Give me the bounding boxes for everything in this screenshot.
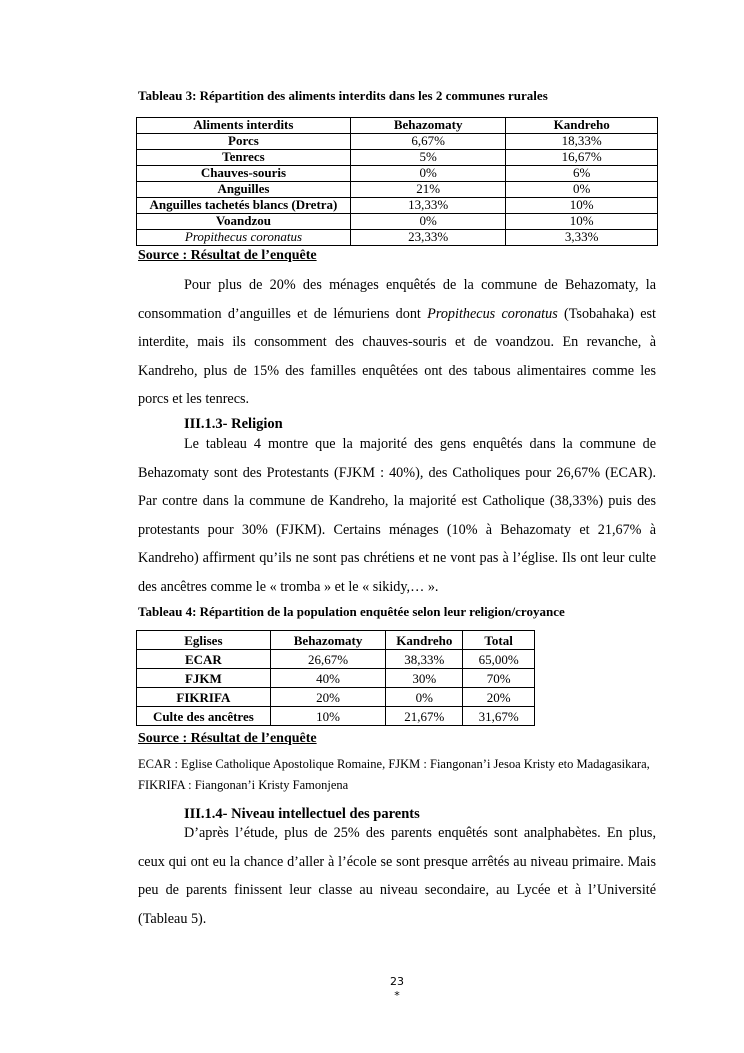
table3-source: Source : Résultat de l’enquête	[138, 248, 317, 263]
table-row	[137, 182, 658, 198]
section-heading-religion: III.1.3- Religion	[184, 416, 283, 432]
table-header-row	[137, 118, 658, 134]
page-number: 23	[390, 975, 404, 988]
table-cell: 70%	[463, 669, 535, 688]
table4	[136, 630, 535, 726]
table-row	[137, 198, 658, 214]
table-header-cell: Behazomaty	[270, 631, 386, 650]
table-header-cell: Total	[463, 631, 535, 650]
table-row	[137, 150, 658, 166]
table-header-cell: Kandreho	[386, 631, 463, 650]
table-cell: 21%	[350, 182, 506, 198]
row-label: FJKM	[137, 669, 271, 688]
table-row	[137, 214, 658, 230]
table-cell: 10%	[506, 198, 658, 214]
table4-source: Source : Résultat de l’enquête	[138, 731, 317, 746]
paragraph-religion: Le tableau 4 montre que la majorité des gens enquêtés dans la commune de Behazomaty sont des Protestants (FJKM : 40%), des Catholiques pour 26,67% (ECAR). Par contre dans la commune de Kandreho, la majorité est Catholique (38,33%) puis des protestants pour 30% (FJKM). Certains ménages (10% à Behazomaty et 21,67% à Kandreho) affirment qu’ils ne sont pas chrétiens et ne vont pas à l’église. Ils ont leur culte des ancêtres comme le « tromba » et le « sikidy,… ».	[138, 436, 656, 595]
row-label: Tenrecs	[137, 150, 351, 166]
table-cell: 18,33%	[506, 134, 658, 150]
paragraph-text: Pour plus de 20% des ménages enquêtés de la commune de Behazomaty, la consommation d’anguilles et de lémuriens dont	[138, 277, 656, 322]
row-label: FIKRIFA	[137, 688, 271, 707]
table-cell: 20%	[463, 688, 535, 707]
table-cell: 21,67%	[386, 707, 463, 726]
table-row	[137, 230, 658, 246]
table-cell: 0%	[350, 166, 506, 182]
table3	[136, 117, 658, 246]
table-cell: 13,33%	[350, 198, 506, 214]
table4-caption: Tableau 4: Répartition de la population enquêtée selon leur religion/croyance	[138, 604, 565, 619]
row-label: Porcs	[137, 134, 351, 150]
row-label: Voandzou	[137, 214, 351, 230]
table-header-row	[137, 631, 535, 650]
table-cell: 23,33%	[350, 230, 506, 246]
table-row	[137, 669, 535, 688]
row-label: Propithecus coronatus	[137, 230, 351, 246]
table-row	[137, 650, 535, 669]
table-header-cell: Behazomaty	[350, 118, 506, 134]
table-cell: 0%	[350, 214, 506, 230]
table-row	[137, 134, 658, 150]
table-cell: 10%	[270, 707, 386, 726]
table-cell: 31,67%	[463, 707, 535, 726]
abbreviations-note: ECAR : Eglise Catholique Apostolique Romaine, FJKM : Fiangonan’i Jesoa Kristy eto Madagasikara, FIKRIFA : Fiangonan’i Kristy Famonjena	[138, 757, 650, 792]
table-cell: 0%	[506, 182, 658, 198]
table3-caption: Tableau 3: Répartition des aliments interdits dans les 2 communes rurales	[138, 88, 548, 103]
table-row	[137, 688, 535, 707]
table-cell: 0%	[386, 688, 463, 707]
table-header-cell: Kandreho	[506, 118, 658, 134]
table-header-cell: Aliments interdits	[137, 118, 351, 134]
table-cell: 10%	[506, 214, 658, 230]
paragraph-niveau-intellectuel: D’après l’étude, plus de 25% des parents enquêtés sont analphabètes. En plus, ceux qui ont eu la chance d’aller à l’école se sont presque arrêtés au niveau primaire. Mais peu de parents finissent leur classe au niveau secondaire, au Lycée et à l’Université (Tableau 5).	[138, 825, 656, 927]
table-cell: 6,67%	[350, 134, 506, 150]
table-cell: 6%	[506, 166, 658, 182]
row-label: Anguilles	[137, 182, 351, 198]
table-row	[137, 166, 658, 182]
footer-mark: *	[394, 989, 400, 1002]
table-cell: 26,67%	[270, 650, 386, 669]
table-cell: 3,33%	[506, 230, 658, 246]
table-cell: 20%	[270, 688, 386, 707]
paragraph-text: (Tsobahaka) est interdite, mais ils consomment des chauves-souris et de voandzou. En revanche, à Kandreho, plus de 15% des familles enquêtées ont des tabous alimentaires comme les porcs et les tenrecs.	[138, 305, 656, 407]
row-label: Anguilles tachetés blancs (Dretra)	[137, 198, 351, 214]
row-label: Culte des ancêtres	[137, 707, 271, 726]
table-cell: 5%	[350, 150, 506, 166]
table-cell: 38,33%	[386, 650, 463, 669]
table-cell: 65,00%	[463, 650, 535, 669]
table-header-cell: Eglises	[137, 631, 271, 650]
paragraph-tabous	[138, 271, 656, 414]
table-cell: 40%	[270, 669, 386, 688]
table-row	[137, 707, 535, 726]
row-label: ECAR	[137, 650, 271, 669]
species-name: Propithecus coronatus	[427, 305, 558, 322]
table-cell: 16,67%	[506, 150, 658, 166]
table-cell: 30%	[386, 669, 463, 688]
section-heading-niveau-intellectuel: III.1.4- Niveau intellectuel des parents	[184, 806, 420, 822]
row-label: Chauves-souris	[137, 166, 351, 182]
